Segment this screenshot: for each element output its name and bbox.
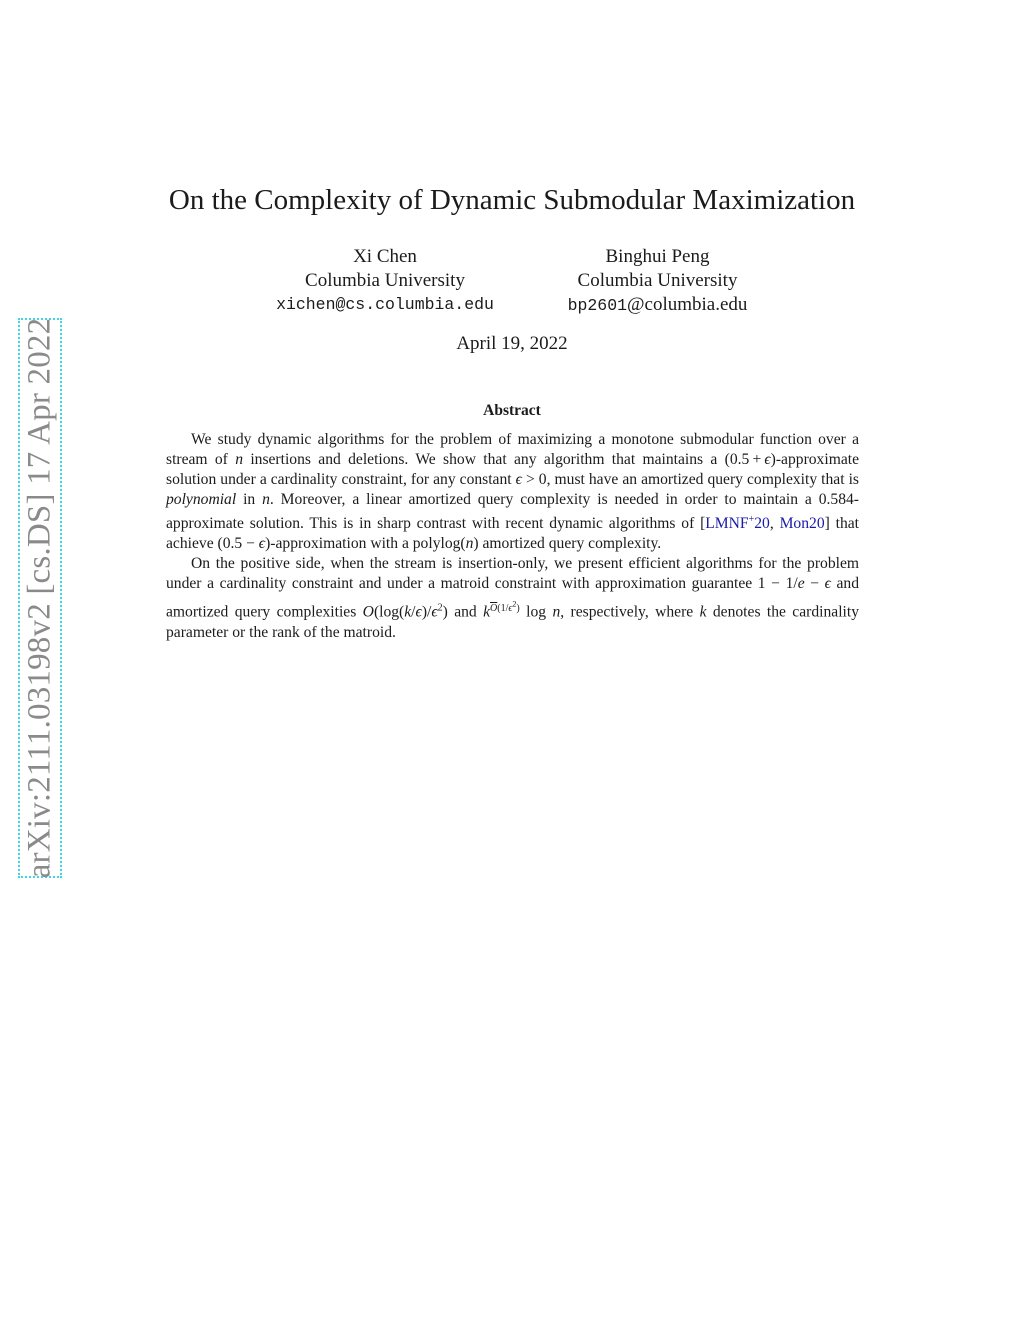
author-block	[555, 245, 760, 318]
paper-title: On the Complexity of Dynamic Submodular Maximization	[168, 184, 856, 216]
abstract-paragraph: On the positive side, when the stream is insertion-only, we present efficient algorithms for the problem under a cardinality constraint and under a matroid constraint with approximation guarantee 1 − 1/e − ϵ and amortized query complexities $O(\log(k/\epsilon)/\epsilon^2)$ and $k^{\overline{O}(1/\epsilon^2)}$ log n, respectively, where k denotes the cardinality parameter or the rank of the matroid.	[166, 555, 859, 641]
author-name: Binghui Peng	[605, 246, 710, 267]
author-affiliation: Columbia University	[305, 270, 465, 291]
abstract-paragraph: We study dynamic algorithms for the problem of maximizing a monotone submodular function over a stream of n insertions and deletions. We show that any algorithm that maintains a (0.5 + ϵ)-approximate solution under a cardinality constraint, for any constant ϵ > 0, must have an amortized query complexity that is polynomial in n. Moreover, a linear amortized query complexity is needed in order to maintain a 0.584-approximate solution. This is in sharp contrast with recent dynamic algorithms of [LMNF+20, Mon20] that achieve (0.5 − ϵ)-approximation with a polylog(n) amortized query complexity.	[166, 431, 860, 553]
author-email	[555, 293, 760, 318]
author-name: Xi Chen	[353, 246, 417, 267]
citation-link[interactable]: Mon20	[779, 515, 825, 533]
author-email-suffix: @columbia.edu	[627, 294, 748, 315]
author-affiliation: Columbia University	[577, 270, 738, 291]
abstract-heading: Abstract	[483, 402, 541, 419]
abstract-body	[166, 430, 859, 643]
author-block	[265, 245, 505, 317]
citation-link[interactable]: LMNF+20	[705, 514, 770, 533]
arxiv-stamp-text: arXiv:2111.03198v2 [cs.DS] 17 Apr 2022	[21, 317, 58, 879]
author-email-prefix: bp2601	[567, 296, 628, 315]
paper-date: April 19, 2022	[456, 333, 568, 354]
author-email: xichen@cs.columbia.edu	[276, 295, 494, 314]
